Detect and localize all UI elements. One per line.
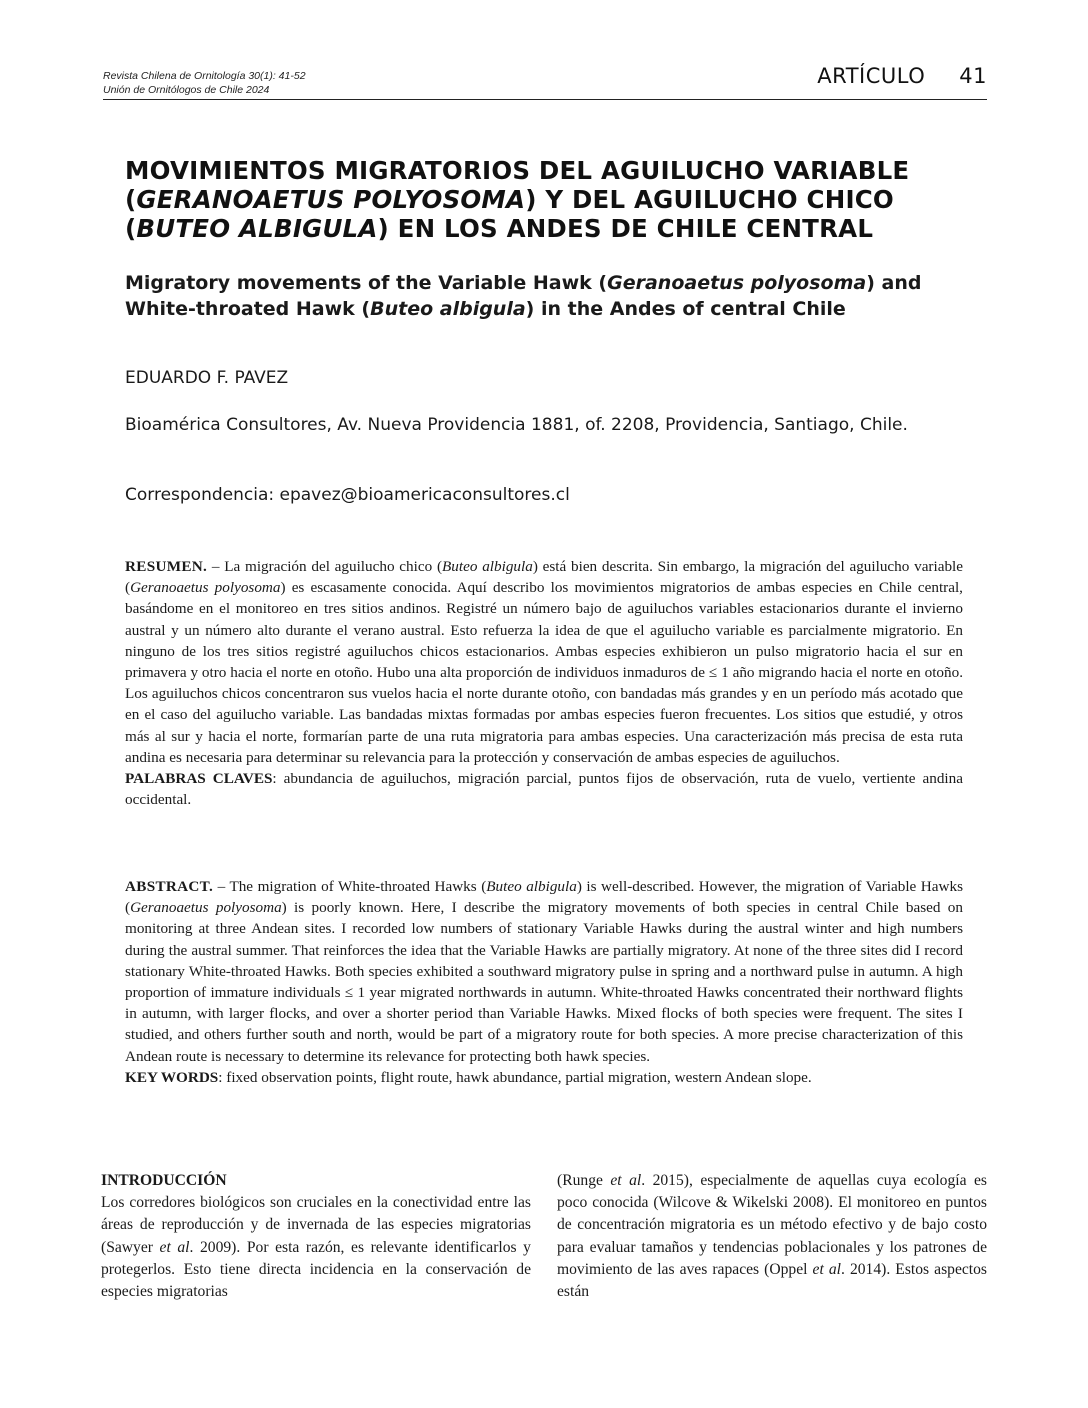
intro-left-etal: et al — [159, 1238, 190, 1256]
title-en-text-2: ) and White-throated Hawk ( — [125, 272, 922, 320]
author-name: EDUARDO F. PAVEZ — [125, 368, 289, 388]
resumen-text-1: – La migración del aguilucho chico ( — [207, 558, 443, 575]
publisher-line: Unión de Ornitólogos de Chile 2024 — [103, 84, 270, 96]
abstract-text-3: ) is poorly known. Here, I describe the migratory movements of both species in central Chile based on monitoring at three Andean sites. I recorded low numbers of stationary Variable Hawks during the austral winter and high numbers during the austral summer. That reinforces the idea that the Variable Hawks are partially migratory. At none of the three sites did I record stationary White-throated Hawks. Both species exhibited a southward migratory pulse in spring and a northward pulse in autumn. A high proportion of immature individuals ≤ 1 year migrated northwards in autumn. White-throated Hawks concentrated their northward flights in autumn, with larger flocks, and over a shorter period than Variable Hawks. Mixed flocks of both species were frequent. The sites I studied, and others further south and north, would be part of a migratory route for both species. A more precise characterization of this Andean route is necessary to determine its relevance for protecting both hawk species. — [125, 899, 963, 1065]
resumen-keywords-text: : abundancia de aguiluchos, migración parcial, puntos fijos de observación, ruta de vuelo, vertiente andina occidental. — [125, 770, 963, 809]
title-es-species-1: GERANOAETUS POLYOSOMA — [136, 185, 526, 214]
journal-citation: Revista Chilena de Ornitología 30(1): 41-52 — [103, 70, 306, 82]
resumen-species-2: Geranoaetus polyosoma — [130, 579, 281, 597]
section-header — [817, 64, 987, 88]
resumen-keywords-label: PALABRAS CLAVES — [125, 770, 273, 788]
abstract-text-2: ) is well-described. However, the migration of Variable Hawks ( — [125, 878, 963, 917]
title-en-species-1: Geranoaetus polyosoma — [607, 272, 867, 294]
author-affiliation: Bioamérica Consultores, Av. Nueva Providencia 1881, of. 2208, Providencia, Santiago, Chile. — [125, 415, 908, 435]
intro-column-left — [101, 1170, 531, 1303]
intro-right-text-2: . 2015), especialmente de aquellas cuya ecología es poco conocida (Wilcove & Wikelski 2008). El monitoreo en puntos de concentración migratoria es un método efectivo y de bajo costo para evaluar tamaños y tendencias poblacionales y los patrones de movimiento de las aves rapaces (Oppel — [557, 1172, 987, 1278]
journal-header — [103, 69, 306, 97]
title-es-species-2: BUTEO ALBIGULA — [136, 214, 378, 243]
abstract-text-1: – The migration of White-throated Hawks ( — [213, 878, 487, 895]
correspondence-email: Correspondencia: epavez@bioamericaconsultores.cl — [125, 485, 570, 505]
intro-right-etal-2: et al — [812, 1260, 841, 1278]
intro-column-right — [557, 1170, 987, 1303]
title-en-text-3: ) in the Andes of central Chile — [525, 298, 846, 320]
section-label: ARTÍCULO — [817, 64, 926, 88]
page-number: 41 — [959, 64, 987, 88]
intro-right-text-3: . 2014). Estos aspectos están — [557, 1260, 987, 1301]
title-es-text-1: MOVIMIENTOS MIGRATORIOS DEL AGUILUCHO VARIABLE ( — [125, 156, 910, 214]
resumen-text-2: ) está bien descrita. Sin embargo, la migración del aguilucho variable ( — [125, 558, 964, 597]
title-es-text-2: ) Y DEL AGUILUCHO CHICO ( — [125, 185, 894, 243]
resumen-text-3: ) es escasamente conocida. Aquí describo los movimientos migratorios de ambas especies en Chile central, basándome en el monitoreo en tres sitios andinos. Registré un número bajo de aguiluchos variables estacionarios durante el invierno austral y un número alto durante el verano austral. Esto refuerza la idea de que el aguilucho variable es parcialmente migratorio. En ninguno de los tres sitios registré aguiluchos chicos estacionarios. Ambas especies exhibieron un pulso migratorio hacia el sur en primavera y otro hacia el norte en otoño. Hubo una alta proporción de individuos inmaduros de ≤ 1 año migrando hacia el norte en otoño. Los aguiluchos chicos concentraron sus vuelos hacia el norte durante otoño, con bandadas más grandes y en un período más acotado que en el caso del aguilucho variable. Las bandadas mixtas formadas por ambas especies fueron frecuentes. Los sitios que estudié, y otros más al sur y hacia el norte, formarían parte de una ruta migratoria para ambas especies. Una caracterización más precisa de esta ruta andina es necesaria para determinar su relevancia para la protección y conservación de ambas especies de aguiluchos. — [125, 579, 963, 766]
title-en-text-1: Migratory movements of the Variable Hawk ( — [125, 272, 608, 294]
resumen-label: RESUMEN. — [125, 558, 208, 575]
resumen-paragraph — [125, 556, 963, 768]
intro-paragraph-right — [557, 1170, 987, 1303]
abstract-keywords — [125, 1067, 963, 1088]
abstract-species-1: Buteo albigula — [486, 878, 577, 895]
intro-left-text-1: Los corredores biológicos son cruciales en la conectividad entre las áreas de reproducción y de invernada de las especies migratorias (Sawyer — [101, 1194, 531, 1256]
title-spanish — [125, 156, 975, 243]
abstract-block — [125, 876, 963, 1088]
abstract-keywords-text: : fixed observation points, flight route, hawk abundance, partial migration, western Andean slope. — [218, 1068, 812, 1086]
abstract-keywords-label: KEY WORDS — [125, 1068, 219, 1086]
abstract-label: ABSTRACT. — [125, 878, 214, 895]
resumen-species-1: Buteo albigula — [442, 558, 533, 575]
section-heading-introduccion: INTRODUCCIÓN — [101, 1172, 227, 1189]
intro-paragraph-left — [101, 1192, 531, 1303]
header-rule — [103, 99, 987, 100]
intro-right-etal-1: et al — [610, 1172, 642, 1189]
resumen-block — [125, 556, 963, 810]
title-es-text-3: ) EN LOS ANDES DE CHILE CENTRAL — [377, 214, 874, 243]
abstract-species-2: Geranoaetus polyosoma — [130, 899, 282, 917]
intro-right-text-1: (Runge — [557, 1172, 611, 1189]
intro-left-text-2: . 2009). Por esta razón, es relevante identificarlos y protegerlos. Esto tiene directa incidencia en la conservación de especies migratorias — [101, 1238, 531, 1301]
resumen-keywords — [125, 768, 963, 810]
title-english — [125, 270, 975, 322]
abstract-paragraph — [125, 876, 963, 1067]
title-en-species-2: Buteo albigula — [370, 298, 526, 320]
